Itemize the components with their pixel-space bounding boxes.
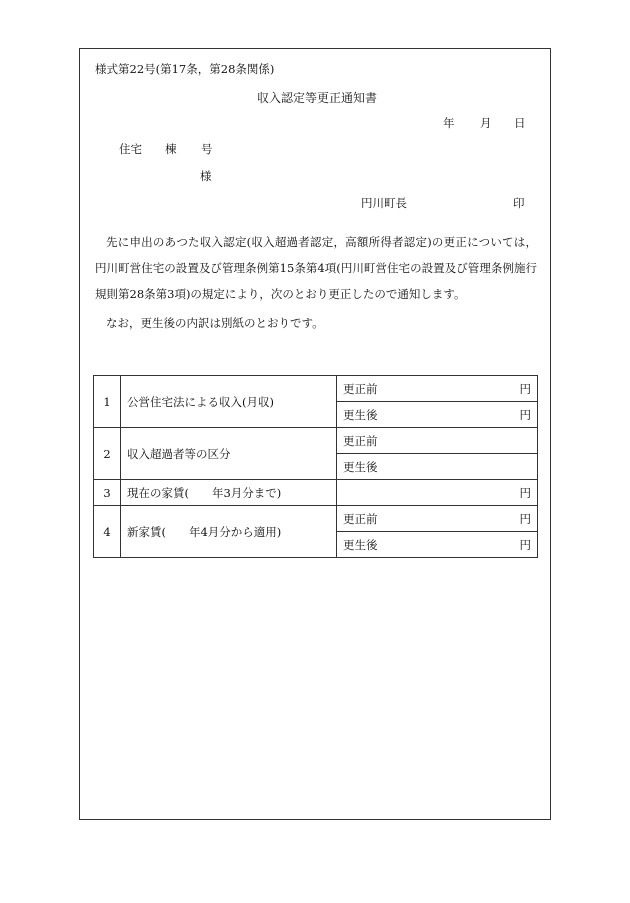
document-title: 収入認定等更正通知書 — [257, 91, 378, 105]
after-label: 更生後 — [343, 537, 378, 552]
date-day: 日 — [514, 116, 526, 130]
yen-unit: 円 — [519, 407, 531, 422]
issuer-name: 円川町長 — [361, 196, 407, 210]
row-number: 2 — [94, 428, 121, 480]
amount-cell — [337, 454, 538, 480]
amount-cell — [337, 480, 538, 506]
row-number: 1 — [94, 376, 121, 428]
address-housing: 住宅 — [119, 142, 142, 156]
amount-cell — [337, 428, 538, 454]
table-row — [94, 506, 538, 532]
address-building: 棟 — [165, 142, 177, 156]
amount-cell — [337, 402, 538, 428]
date-year: 年 — [443, 116, 455, 130]
after-label: 更生後 — [343, 459, 378, 474]
row-item: 公営住宅法による収入(月収) — [121, 376, 337, 428]
amount-cell — [337, 376, 538, 402]
date-month: 月 — [480, 116, 492, 130]
row-item: 新家賃( 年4月分から適用) — [121, 506, 337, 558]
address-number: 号 — [201, 142, 213, 156]
table-row — [94, 428, 538, 454]
seal-mark: 印 — [513, 196, 525, 210]
row-number: 3 — [94, 480, 121, 506]
notice-note: なお，更生後の内訳は別紙のとおりです。 — [106, 316, 324, 330]
recipient-honorific: 様 — [200, 169, 212, 183]
row-item: 現在の家賃( 年3月分まで) — [121, 480, 337, 506]
form-number: 様式第22号(第17条，第28条関係) — [95, 62, 275, 76]
after-label: 更生後 — [343, 407, 378, 422]
before-label: 更正前 — [343, 511, 378, 526]
notice-paragraph: 先に申出のあつた収入認定(収入超過者認定，高額所得者認定)の更正については，円川町営住宅の設置及び管理条例第15条第4項(円川町営住宅の設置及び管理条例施行規則第28条第3項)の規定により，次のとおり更正したので通知します。 — [95, 235, 537, 301]
yen-unit: 円 — [519, 511, 531, 526]
amount-cell — [337, 506, 538, 532]
before-label: 更正前 — [343, 381, 378, 396]
yen-unit: 円 — [519, 381, 531, 396]
row-item: 収入超過者等の区分 — [121, 428, 337, 480]
row-number: 4 — [94, 506, 121, 558]
yen-unit: 円 — [519, 537, 531, 552]
before-label: 更正前 — [343, 433, 378, 448]
table-row — [94, 480, 538, 506]
amount-cell — [337, 532, 538, 558]
detail-table — [93, 375, 538, 558]
table-row — [94, 376, 538, 402]
yen-unit: 円 — [519, 485, 531, 500]
